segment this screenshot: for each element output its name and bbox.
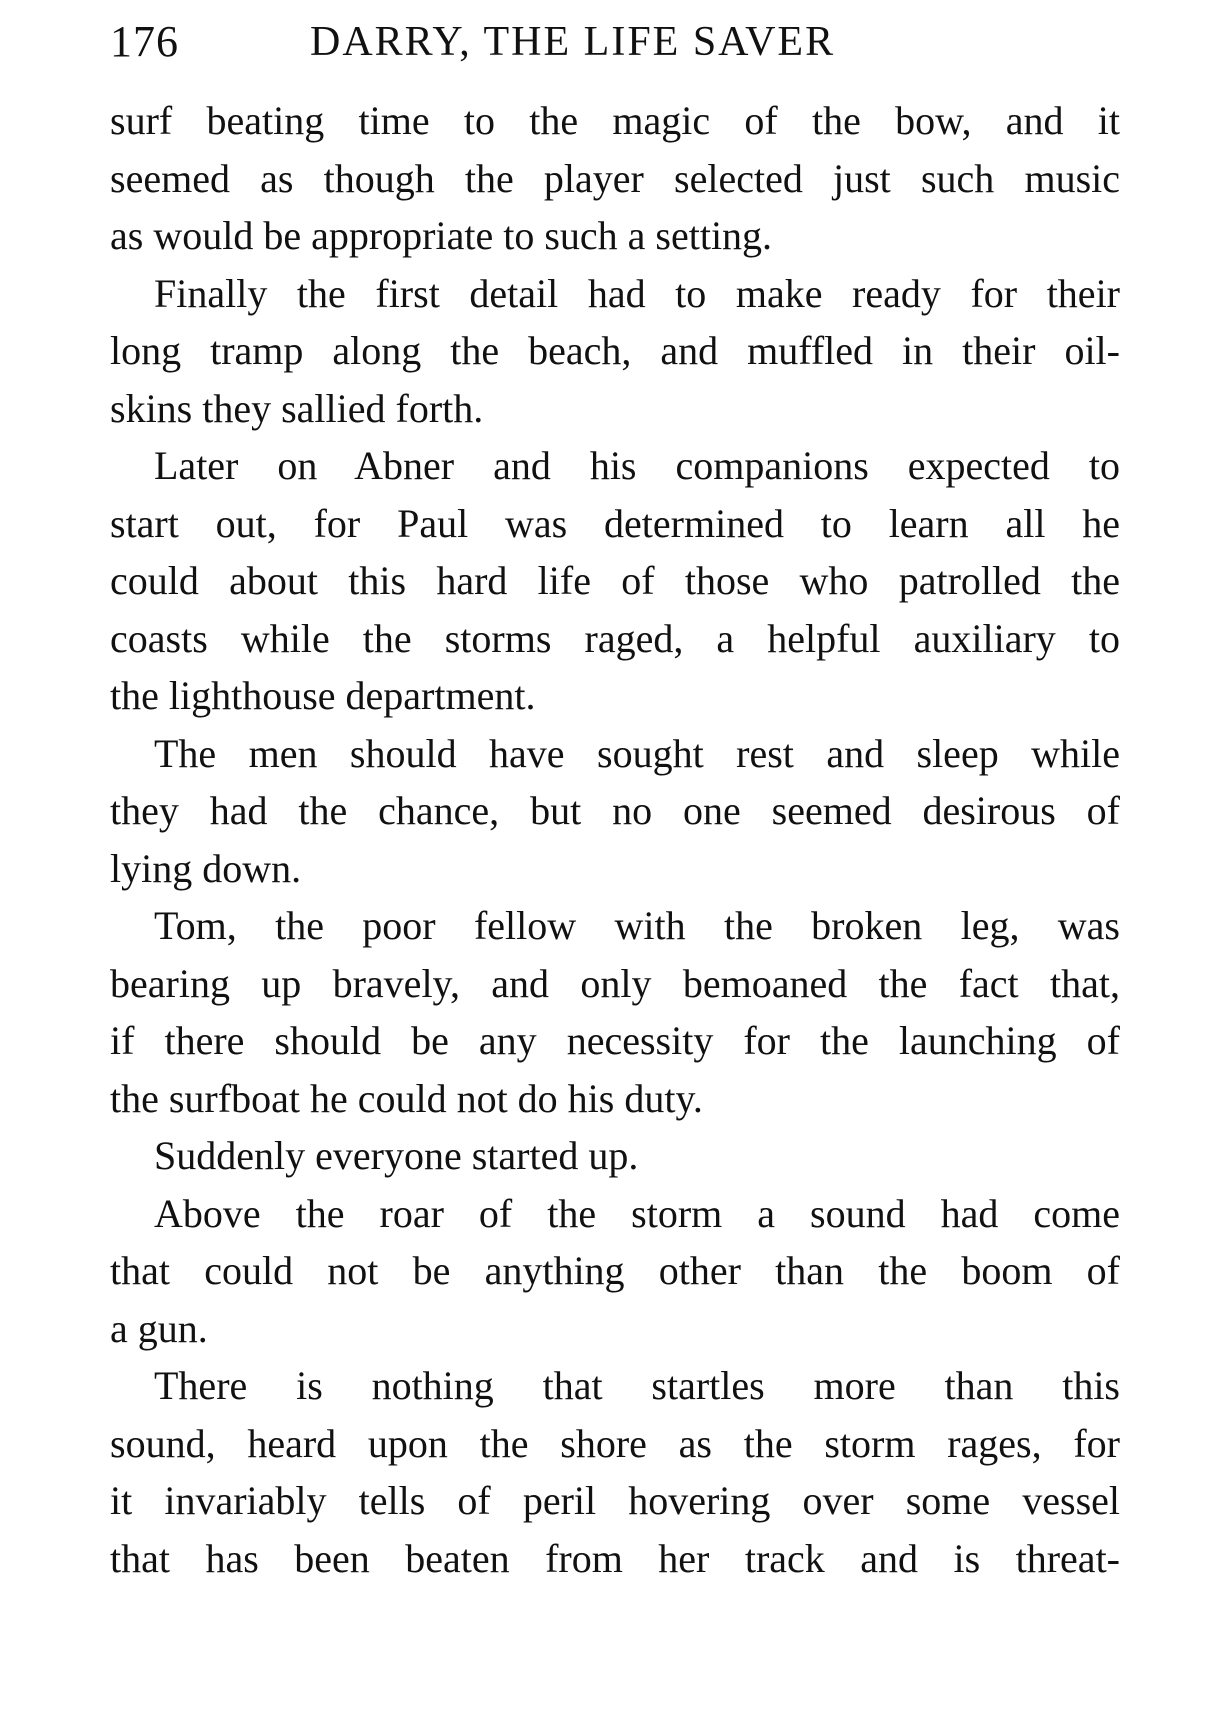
text-line: The men should have sought rest and sleep while	[154, 730, 1120, 776]
text-line: Above the roar of the storm a sound had come	[154, 1190, 1120, 1236]
running-title: DARRY, THE LIFE SAVER	[310, 19, 836, 65]
text-line: it invariably tells of peril hovering over some vessel	[110, 1478, 1120, 1523]
text-line: if there should be any necessity for the launching of	[110, 1018, 1120, 1063]
text-line: Suddenly everyone started up.	[154, 1133, 639, 1178]
text-line: skins they sallied forth.	[110, 385, 484, 431]
page-number: 176	[110, 17, 179, 66]
text-line: long tramp along the beach, and muffled in their oil-	[110, 328, 1120, 373]
text-line: seemed as though the player selected just such music	[110, 155, 1120, 201]
text-line: that could not be anything other than the boom of	[110, 1248, 1120, 1293]
text-line: could about this hard life of those who patrolled the	[110, 558, 1120, 603]
text-line: There is nothing that startles more than this	[154, 1363, 1120, 1408]
text-line: sound, heard upon the shore as the storm rages, for	[110, 1420, 1120, 1466]
text-line: Tom, the poor fellow with the broken leg, was	[154, 903, 1120, 948]
running-head	[110, 12, 1120, 72]
text-line: as would be appropriate to such a setting.	[110, 213, 773, 258]
text-line: a gun.	[110, 1305, 208, 1351]
text-line: the lighthouse department.	[110, 673, 536, 718]
text-line: lying down.	[110, 845, 302, 891]
text-line: Finally the first detail had to make ready for their	[154, 270, 1120, 316]
text-line: coasts while the storms raged, a helpful auxiliary to	[110, 615, 1120, 661]
text-line: Later on Abner and his companions expected to	[154, 443, 1120, 488]
text-line: they had the chance, but no one seemed desirous of	[110, 788, 1120, 833]
text-line: bearing up bravely, and only bemoaned the fact that,	[110, 960, 1120, 1006]
text-line: that has been beaten from her track and is threat-	[110, 1535, 1120, 1581]
text-line: the surfboat he could not do his duty.	[110, 1075, 703, 1121]
text-line: surf beating time to the magic of the bow, and it	[110, 98, 1120, 143]
text-line: start out, for Paul was determined to learn all he	[110, 500, 1120, 546]
body-text	[110, 92, 1120, 1587]
